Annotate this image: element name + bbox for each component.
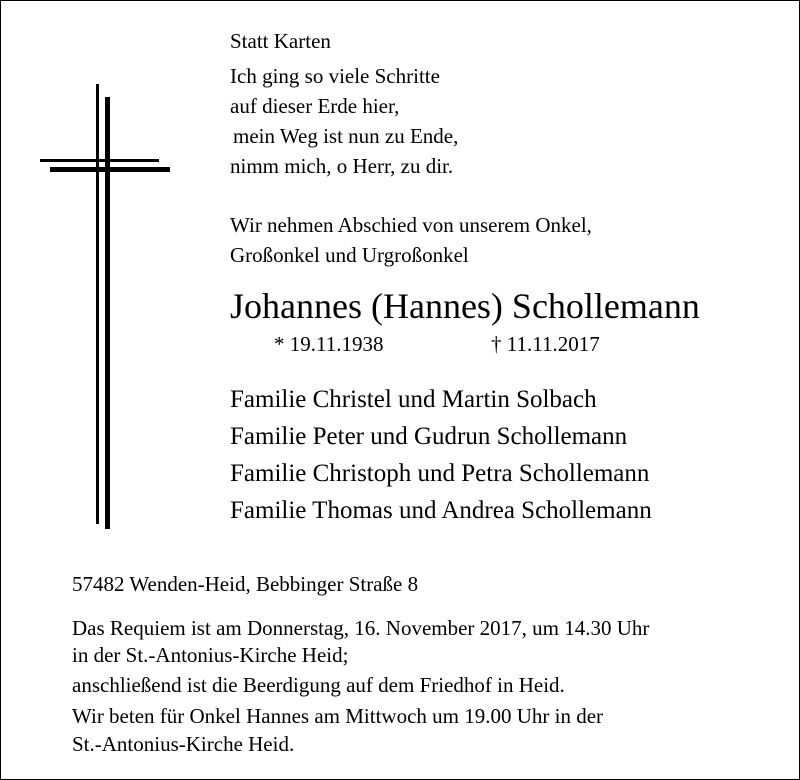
- death-date: † 11.11.2017: [491, 332, 600, 356]
- deceased-name: Johannes (Hannes) Schollemann: [230, 286, 700, 326]
- farewell-line: Großonkel und Urgroßonkel: [230, 243, 469, 267]
- family-line: Familie Christel und Martin Solbach: [230, 386, 597, 413]
- statt-karten: Statt Karten: [230, 29, 331, 53]
- poem-line: auf dieser Erde hier,: [230, 94, 400, 118]
- family-line: Familie Peter und Gudrun Schollemann: [230, 423, 628, 450]
- family-line: Familie Thomas und Andrea Schollemann: [230, 497, 652, 524]
- service-line: Das Requiem ist am Donnerstag, 16. November 2017, um 14.30 Uhr: [72, 616, 650, 640]
- service-line: in der St.-Antonius-Kirche Heid;: [72, 643, 349, 667]
- service-line: St.-Antonius-Kirche Heid.: [72, 732, 295, 756]
- cross-horizontal-thick: [50, 167, 170, 172]
- poem-line: mein Weg ist nun zu Ende,: [233, 124, 459, 148]
- family-line: Familie Christoph und Petra Schollemann: [230, 460, 650, 487]
- service-line: Wir beten für Onkel Hannes am Mittwoch um 19.00 Uhr in der: [72, 704, 604, 728]
- cross-vertical-thin: [96, 84, 99, 524]
- poem-line: nimm mich, o Herr, zu dir.: [230, 154, 454, 178]
- cross-horizontal-thin: [40, 159, 159, 162]
- farewell-line: Wir nehmen Abschied von unserem Onkel,: [230, 213, 592, 237]
- service-line: anschließend ist die Beerdigung auf dem Friedhof in Heid.: [72, 673, 565, 697]
- address: 57482 Wenden-Heid, Bebbinger Straße 8: [72, 572, 419, 596]
- poem-line: Ich ging so viele Schritte: [230, 64, 440, 88]
- birth-date: * 19.11.1938: [274, 332, 384, 356]
